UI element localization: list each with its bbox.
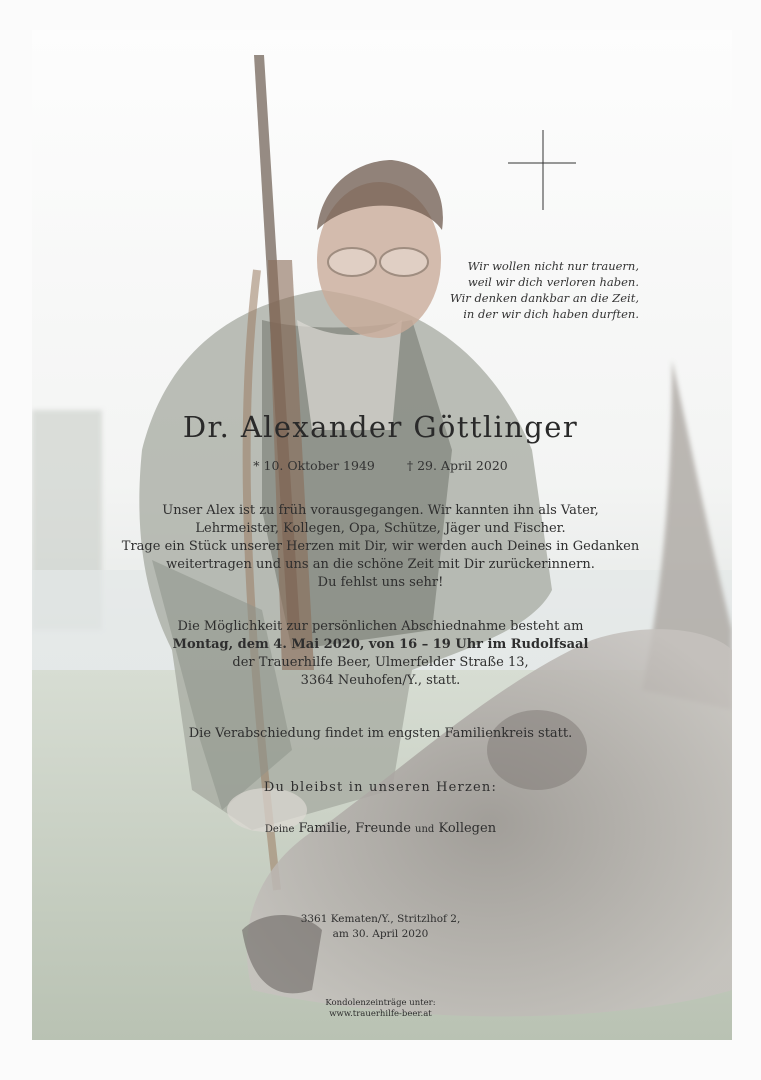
quote-line: weil wir dich verloren haben. [467, 275, 639, 289]
tribute-text [0, 502, 761, 592]
memorial-quote [399, 258, 639, 322]
farewell-info [0, 618, 761, 690]
farewell-place: der Trauerhilfe Beer, Ulmerfelder Straße 13, [232, 655, 529, 670]
death-date: † 29. April 2020 [406, 458, 508, 473]
farewell-date: Montag, dem 4. Mai 2020, von 16 – 19 Uhr im Rudolfsaal [172, 637, 589, 652]
quote-line: Wir denken dankbar an die Zeit, [450, 291, 639, 305]
signature-word: und [415, 824, 435, 835]
quote-line: in der wir dich haben durften. [463, 307, 639, 321]
signature-word: Kollegen [438, 821, 497, 836]
condolence-label: Kondolenzeinträge unter: [325, 998, 436, 1008]
condolence-info [0, 998, 761, 1020]
cross-icon [508, 130, 576, 210]
signature-word: Familie, [298, 821, 352, 836]
birth-date: * 10. Oktober 1949 [253, 458, 375, 473]
closing-line: Du bleibst in unseren Herzen: [263, 780, 498, 795]
condolence-url[interactable]: www.trauerhilfe-beer.at [329, 1009, 432, 1019]
family-note: Die Verabschiedung findet im engsten Familienkreis statt. [188, 726, 573, 741]
signature-word: Freunde [355, 821, 411, 836]
farewell-place: 3364 Neuhofen/Y., statt. [300, 673, 461, 688]
signature [0, 820, 761, 839]
tribute-line: Unser Alex ist zu früh vorausgegangen. Wir kannten ihn als Vater, [162, 503, 599, 518]
tribute-line: Trage ein Stück unserer Herzen mit Dir, wir werden auch Deines in Gedanken [121, 539, 640, 554]
address-block [0, 912, 761, 942]
tribute-line: weitertragen und uns an die schöne Zeit mit Dir zurückerinnern. [166, 557, 595, 572]
quote-line: Wir wollen nicht nur trauern, [467, 259, 639, 273]
signature-word: Deine [264, 824, 295, 835]
deceased-name: Dr. Alexander Göttlinger [182, 410, 579, 444]
address-date: am 30. April 2020 [332, 928, 429, 940]
farewell-intro: Die Möglichkeit zur persönlichen Abschiednahme besteht am [177, 619, 584, 634]
tribute-line: Lehrmeister, Kollegen, Opa, Schütze, Jäger und Fischer. [195, 521, 566, 536]
life-dates [0, 458, 761, 473]
tribute-line: Du fehlst uns sehr! [317, 575, 444, 590]
address-line: 3361 Kematen/Y., Stritzlhof 2, [300, 913, 461, 925]
